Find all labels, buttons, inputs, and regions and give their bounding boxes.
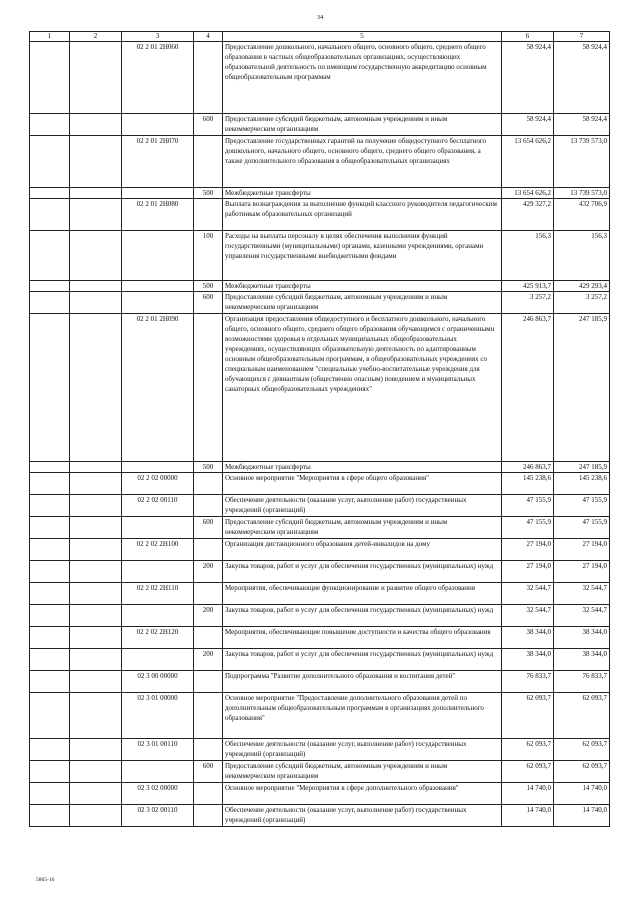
amount-year-1-cell: 156,3 xyxy=(502,231,554,281)
description-cell: Выплата вознаграждения за выполнение функций классного руководителя педагогическим работникам образовательных организаций xyxy=(223,199,502,231)
expense-type-cell: 200 xyxy=(194,605,223,627)
amount-year-1-cell: 246 863,7 xyxy=(502,314,554,462)
col-2-cell xyxy=(70,539,122,561)
amount-year-2-cell: 14 740,0 xyxy=(554,805,610,827)
amount-year-1-cell: 3 257,2 xyxy=(502,292,554,314)
amount-year-1-cell: 62 093,7 xyxy=(502,761,554,783)
col-1-cell xyxy=(30,495,70,517)
description-cell: Подпрограмма "Развитие дополнительного образования и воспитания детей" xyxy=(223,671,502,693)
expense-type-cell: 200 xyxy=(194,649,223,671)
table-row xyxy=(30,583,610,605)
code-cell xyxy=(122,462,194,473)
col-1-cell xyxy=(30,462,70,473)
table-row xyxy=(30,136,610,188)
table-row xyxy=(30,462,610,473)
description-cell: Предоставление субсидий бюджетным, автономным учреждениям и иным некоммерческим организациям xyxy=(223,114,502,136)
amount-year-2-cell: 62 093,7 xyxy=(554,739,610,761)
amount-year-2-cell: 32 544,7 xyxy=(554,583,610,605)
col-2-cell xyxy=(70,462,122,473)
expense-type-cell xyxy=(194,495,223,517)
header-col-1: 1 xyxy=(30,32,70,42)
col-1-cell xyxy=(30,761,70,783)
col-2-cell xyxy=(70,495,122,517)
col-2-cell xyxy=(70,805,122,827)
code-cell: 02 2 02 00110 xyxy=(122,495,194,517)
amount-year-2-cell: 62 093,7 xyxy=(554,693,610,739)
col-2-cell xyxy=(70,42,122,114)
amount-year-2-cell: 27 194,0 xyxy=(554,561,610,583)
col-2-cell xyxy=(70,199,122,231)
amount-year-2-cell: 247 185,9 xyxy=(554,314,610,462)
code-cell xyxy=(122,561,194,583)
description-cell: Обеспечение деятельности (оказание услуг, выполнение работ) государственных учреждений (организаций) xyxy=(223,739,502,761)
description-cell: Предоставление субсидий бюджетным, автономным учреждениям и иным некоммерческим организациям xyxy=(223,517,502,539)
col-2-cell xyxy=(70,188,122,199)
expense-type-cell: 600 xyxy=(194,114,223,136)
amount-year-1-cell: 14 740,0 xyxy=(502,783,554,805)
col-2-cell xyxy=(70,517,122,539)
amount-year-2-cell: 38 344,0 xyxy=(554,649,610,671)
amount-year-2-cell: 3 257,2 xyxy=(554,292,610,314)
description-cell: Закупка товаров, работ и услуг для обеспечения государственных (муниципальных) нужд xyxy=(223,561,502,583)
expense-type-cell xyxy=(194,314,223,462)
code-cell: 02 2 02 00000 xyxy=(122,473,194,495)
col-1-cell xyxy=(30,539,70,561)
expense-type-cell xyxy=(194,583,223,605)
code-cell xyxy=(122,517,194,539)
description-cell: Межбюджетные трансферты xyxy=(223,281,502,292)
amount-year-2-cell: 429 293,4 xyxy=(554,281,610,292)
table-row xyxy=(30,188,610,199)
code-cell: 02 2 01 2Н060 xyxy=(122,42,194,114)
description-cell: Основное мероприятие "Предоставление дополнительного образования детей по дополнительным общеобразовательным программам в организациях дополнительного образования" xyxy=(223,693,502,739)
expense-type-cell xyxy=(194,199,223,231)
code-cell: 02 2 02 2Н120 xyxy=(122,627,194,649)
table-row xyxy=(30,561,610,583)
col-2-cell xyxy=(70,561,122,583)
amount-year-2-cell: 58 924,4 xyxy=(554,114,610,136)
amount-year-2-cell: 14 740,0 xyxy=(554,783,610,805)
code-cell: 02 2 01 2Н070 xyxy=(122,136,194,188)
table-row xyxy=(30,761,610,783)
table-row xyxy=(30,314,610,462)
table-row xyxy=(30,473,610,495)
header-col-6: 6 xyxy=(502,32,554,42)
table-body xyxy=(30,42,610,827)
col-1-cell xyxy=(30,517,70,539)
expense-type-cell xyxy=(194,805,223,827)
amount-year-1-cell: 32 544,7 xyxy=(502,583,554,605)
col-2-cell xyxy=(70,649,122,671)
code-cell: 02 3 02 00110 xyxy=(122,805,194,827)
amount-year-2-cell: 38 344,0 xyxy=(554,627,610,649)
col-1-cell xyxy=(30,805,70,827)
budget-table xyxy=(29,31,610,827)
table-row xyxy=(30,693,610,739)
table-row xyxy=(30,783,610,805)
code-cell xyxy=(122,114,194,136)
col-2-cell xyxy=(70,605,122,627)
expense-type-cell: 600 xyxy=(194,292,223,314)
amount-year-1-cell: 62 093,7 xyxy=(502,693,554,739)
col-1-cell xyxy=(30,473,70,495)
col-1-cell xyxy=(30,188,70,199)
amount-year-1-cell: 58 924,4 xyxy=(502,42,554,114)
code-cell xyxy=(122,761,194,783)
amount-year-2-cell: 27 194,0 xyxy=(554,539,610,561)
amount-year-1-cell: 76 833,7 xyxy=(502,671,554,693)
amount-year-1-cell: 246 863,7 xyxy=(502,462,554,473)
amount-year-1-cell: 47 155,9 xyxy=(502,517,554,539)
table-row xyxy=(30,627,610,649)
amount-year-2-cell: 47 155,9 xyxy=(554,495,610,517)
expense-type-cell: 200 xyxy=(194,561,223,583)
col-2-cell xyxy=(70,281,122,292)
footer-code: 5865-16 xyxy=(36,877,55,883)
amount-year-1-cell: 13 654 626,2 xyxy=(502,188,554,199)
code-cell: 02 3 00 00000 xyxy=(122,671,194,693)
col-1-cell xyxy=(30,199,70,231)
col-1-cell xyxy=(30,136,70,188)
col-1-cell xyxy=(30,281,70,292)
col-1-cell xyxy=(30,627,70,649)
amount-year-1-cell: 13 654 626,2 xyxy=(502,136,554,188)
col-2-cell xyxy=(70,114,122,136)
amount-year-2-cell: 58 924,4 xyxy=(554,42,610,114)
description-cell: Мероприятия, обеспечивающие повышение доступности и качества общего образования xyxy=(223,627,502,649)
expense-type-cell: 600 xyxy=(194,517,223,539)
amount-year-1-cell: 27 194,0 xyxy=(502,561,554,583)
table-row xyxy=(30,281,610,292)
table-row xyxy=(30,42,610,114)
amount-year-1-cell: 62 093,7 xyxy=(502,739,554,761)
code-cell xyxy=(122,188,194,199)
code-cell xyxy=(122,605,194,627)
amount-year-1-cell: 429 327,2 xyxy=(502,199,554,231)
amount-year-2-cell: 76 833,7 xyxy=(554,671,610,693)
description-cell: Организация дистанционного образования детей-инвалидов на дому xyxy=(223,539,502,561)
table-row xyxy=(30,199,610,231)
amount-year-2-cell: 156,3 xyxy=(554,231,610,281)
amount-year-2-cell: 62 093,7 xyxy=(554,761,610,783)
amount-year-2-cell: 432 706,9 xyxy=(554,199,610,231)
description-cell: Мероприятия, обеспечивающие функционирование и развитие общего образования xyxy=(223,583,502,605)
expense-type-cell xyxy=(194,739,223,761)
amount-year-1-cell: 47 155,9 xyxy=(502,495,554,517)
page-number: 34 xyxy=(316,14,324,21)
col-2-cell xyxy=(70,583,122,605)
col-2-cell xyxy=(70,473,122,495)
table-row xyxy=(30,671,610,693)
code-cell: 02 2 01 2Н080 xyxy=(122,199,194,231)
col-1-cell xyxy=(30,605,70,627)
col-1-cell xyxy=(30,649,70,671)
expense-type-cell: 500 xyxy=(194,462,223,473)
col-1-cell xyxy=(30,114,70,136)
code-cell xyxy=(122,231,194,281)
description-cell: Закупка товаров, работ и услуг для обеспечения государственных (муниципальных) нужд xyxy=(223,605,502,627)
col-1-cell xyxy=(30,783,70,805)
col-2-cell xyxy=(70,231,122,281)
amount-year-1-cell: 425 913,7 xyxy=(502,281,554,292)
expense-type-cell: 600 xyxy=(194,761,223,783)
col-2-cell xyxy=(70,314,122,462)
col-2-cell xyxy=(70,671,122,693)
amount-year-2-cell: 13 739 573,0 xyxy=(554,188,610,199)
table-row xyxy=(30,495,610,517)
col-2-cell xyxy=(70,761,122,783)
col-2-cell xyxy=(70,693,122,739)
code-cell: 02 3 02 00000 xyxy=(122,783,194,805)
code-cell xyxy=(122,281,194,292)
table-row xyxy=(30,649,610,671)
col-1-cell xyxy=(30,314,70,462)
amount-year-1-cell: 32 544,7 xyxy=(502,605,554,627)
description-cell: Межбюджетные трансферты xyxy=(223,188,502,199)
table-row xyxy=(30,539,610,561)
description-cell: Закупка товаров, работ и услуг для обеспечения государственных (муниципальных) нужд xyxy=(223,649,502,671)
amount-year-1-cell: 27 194,0 xyxy=(502,539,554,561)
description-cell: Основное мероприятие "Мероприятия в сфере общего образования" xyxy=(223,473,502,495)
header-col-4: 4 xyxy=(194,32,223,42)
col-2-cell xyxy=(70,627,122,649)
amount-year-2-cell: 247 185,9 xyxy=(554,462,610,473)
col-1-cell xyxy=(30,561,70,583)
expense-type-cell xyxy=(194,671,223,693)
description-cell: Обеспечение деятельности (оказание услуг, выполнение работ) государственных учреждений (организаций) xyxy=(223,805,502,827)
table-row xyxy=(30,805,610,827)
col-1-cell xyxy=(30,671,70,693)
code-cell xyxy=(122,292,194,314)
amount-year-1-cell: 145 238,6 xyxy=(502,473,554,495)
col-2-cell xyxy=(70,136,122,188)
col-2-cell xyxy=(70,739,122,761)
table-row xyxy=(30,292,610,314)
description-cell: Основное мероприятие "Мероприятия в сфере дополнительного образования" xyxy=(223,783,502,805)
expense-type-cell xyxy=(194,42,223,114)
expense-type-cell xyxy=(194,136,223,188)
amount-year-1-cell: 38 344,0 xyxy=(502,649,554,671)
expense-type-cell xyxy=(194,627,223,649)
description-cell: Предоставление дошкольного, начального общего, основного общего, среднего общего образования в частных общеобразовательных организациях, осуществляющих образовательной деятельность по имеющим государственную аккредитацию основным общеобразовательным программам xyxy=(223,42,502,114)
code-cell: 02 2 02 2Н100 xyxy=(122,539,194,561)
header-col-3: 3 xyxy=(122,32,194,42)
amount-year-1-cell: 58 924,4 xyxy=(502,114,554,136)
description-cell: Организация предоставления общедоступного и бесплатного дошкольного, начального общего, основного общего, среднего общего образования обучающимся с ограниченными возможностями здоровья в отдельных муниципальных общеобразовательных учреждениях, осуществляющих образовательную деятельность по адаптированным основным общеобразовательным программам, в общеобразовательных учреждениях со специальным наименованием "специальные учебно-воспитательные учреждения для обучающихся с девиантным (общественно опасным) поведением и муниципальных санаторных общеобразовательных учреждениях" xyxy=(223,314,502,462)
code-cell: 02 2 01 2Н090 xyxy=(122,314,194,462)
expense-type-cell xyxy=(194,783,223,805)
amount-year-2-cell: 47 155,9 xyxy=(554,517,610,539)
col-1-cell xyxy=(30,42,70,114)
description-cell: Расходы на выплаты персоналу в целях обеспечения выполнения функций государственными (муниципальными) органами, казенными учреждениями, органами управления государственными внебюджетными фондами xyxy=(223,231,502,281)
col-1-cell xyxy=(30,693,70,739)
amount-year-2-cell: 32 544,7 xyxy=(554,605,610,627)
col-1-cell xyxy=(30,292,70,314)
description-cell: Межбюджетные трансферты xyxy=(223,462,502,473)
amount-year-2-cell: 13 739 573,0 xyxy=(554,136,610,188)
col-2-cell xyxy=(70,292,122,314)
table-row xyxy=(30,114,610,136)
table-row xyxy=(30,605,610,627)
col-2-cell xyxy=(70,783,122,805)
col-1-cell xyxy=(30,583,70,605)
expense-type-cell xyxy=(194,539,223,561)
code-cell: 02 3 01 00110 xyxy=(122,739,194,761)
col-1-cell xyxy=(30,231,70,281)
header-col-2: 2 xyxy=(70,32,122,42)
table-header-row xyxy=(30,32,610,42)
description-cell: Обеспечение деятельности (оказание услуг, выполнение работ) государственных учреждений (организаций) xyxy=(223,495,502,517)
description-cell: Предоставление субсидий бюджетным, автономным учреждениям и иным некоммерческим организациям xyxy=(223,292,502,314)
code-cell xyxy=(122,649,194,671)
amount-year-1-cell: 14 740,0 xyxy=(502,805,554,827)
col-1-cell xyxy=(30,739,70,761)
description-cell: Предоставление государственных гарантий на получение общедоступного бесплатного дошкольного, начального общего, основного общего, среднего общего образования, а также дополнительного образования в общеобразовательных организациях xyxy=(223,136,502,188)
header-col-7: 7 xyxy=(554,32,610,42)
amount-year-2-cell: 145 238,6 xyxy=(554,473,610,495)
table-row xyxy=(30,231,610,281)
amount-year-1-cell: 38 344,0 xyxy=(502,627,554,649)
table-row xyxy=(30,517,610,539)
expense-type-cell: 100 xyxy=(194,231,223,281)
expense-type-cell: 500 xyxy=(194,188,223,199)
table-row xyxy=(30,739,610,761)
expense-type-cell xyxy=(194,693,223,739)
description-cell: Предоставление субсидий бюджетным, автономным учреждениям и иным некоммерческим организациям xyxy=(223,761,502,783)
header-col-5: 5 xyxy=(223,32,502,42)
expense-type-cell xyxy=(194,473,223,495)
expense-type-cell: 500 xyxy=(194,281,223,292)
code-cell: 02 2 02 2Н110 xyxy=(122,583,194,605)
code-cell: 02 3 01 00000 xyxy=(122,693,194,739)
